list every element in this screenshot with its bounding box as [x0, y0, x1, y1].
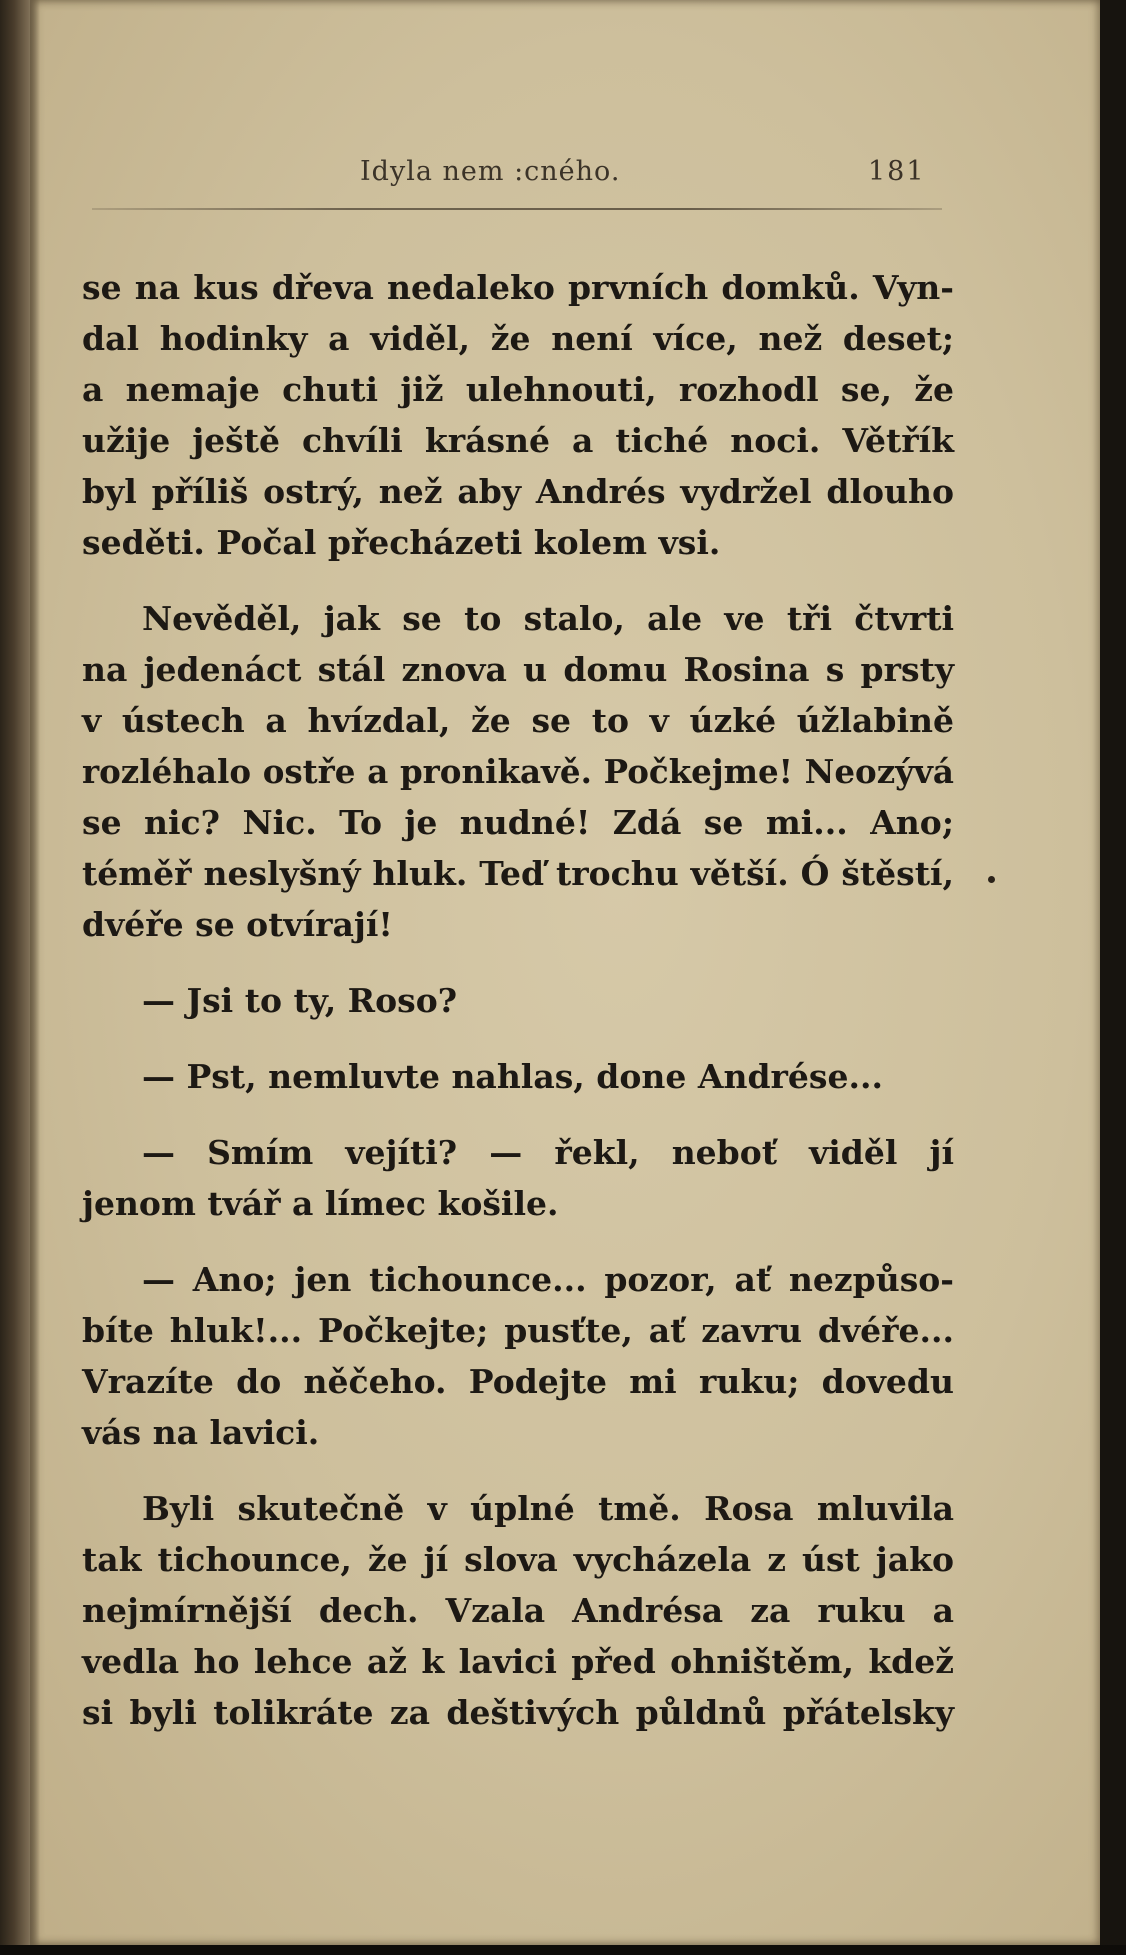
body-text	[82, 262, 954, 1738]
ink-speck	[988, 876, 995, 883]
text-line: v ústech a hvízdal, že se to v úzké úžlabině	[82, 701, 954, 740]
text-line: Vrazíte do něčeho. Podejte mi ruku; dovedu	[82, 1362, 954, 1401]
text-line: tak tichounce, že jí slova vycházela z úst jako	[82, 1540, 954, 1579]
text-line: na jedenáct stál znova u domu Rosina s prsty	[82, 650, 954, 689]
book-page	[30, 0, 1100, 1945]
text-line: byl příliš ostrý, než aby Andrés vydržel dlouho	[82, 472, 954, 511]
text-line: Nevěděl, jak se to stalo, ale ve tři čtvrti	[142, 599, 954, 638]
text-line: rozléhalo ostře a pronikavě. Počkejme! Neozývá	[82, 752, 954, 791]
text-line: vás na lavici.	[82, 1413, 320, 1452]
text-line: jenom tvář a límec košile.	[82, 1184, 559, 1223]
text-line: se na kus dřeva nedaleko prvních domků. Vyn-	[82, 268, 954, 307]
text-line: a nemaje chuti již ulehnouti, rozhodl se, že	[82, 370, 954, 409]
text-line: téměř neslyšný hluk. Teď trochu větší. Ó štěstí,	[82, 854, 954, 893]
page-number: 181	[868, 156, 926, 187]
text-line: se nic? Nic. To je nudné! Zdá se mi... Ano;	[82, 803, 954, 842]
text-line: Byli skutečně v úplné tmě. Rosa mluvila	[142, 1489, 954, 1528]
text-line: — Ano; jen tichounce... pozor, ať nezpůso-	[142, 1260, 954, 1299]
text-line: nejmírnější dech. Vzala Andrésa za ruku a	[82, 1591, 954, 1630]
running-title: Idyla nem :cného.	[360, 156, 621, 187]
text-line: užije ještě chvíli krásné a tiché noci. Větřík	[82, 421, 954, 460]
running-head	[30, 156, 1100, 196]
text-line: — Pst, nemluvte nahlas, done Andrése...	[142, 1057, 883, 1096]
text-line: dal hodinky a viděl, že není více, než deset;	[82, 319, 954, 358]
text-line: vedla ho lehce až k lavici před ohništěm, kdež	[82, 1642, 954, 1681]
text-line: bíte hluk!... Počkejte; pusťte, ať zavru dvéře...	[82, 1311, 954, 1350]
text-line: si byli tolikráte za deštivých půldnů přátelsky	[82, 1693, 954, 1732]
scan-bottom-edge	[0, 1945, 1126, 1955]
page-gutter-shadow	[30, 0, 40, 1945]
header-rule	[92, 208, 942, 210]
text-line: seděti. Počal přecházeti kolem vsi.	[82, 523, 721, 562]
text-line: dvéře se otvírají!	[82, 905, 393, 944]
text-line: — Smím vejíti? — řekl, neboť viděl jí	[142, 1133, 954, 1172]
text-line: — Jsi to ty, Roso?	[142, 981, 458, 1020]
